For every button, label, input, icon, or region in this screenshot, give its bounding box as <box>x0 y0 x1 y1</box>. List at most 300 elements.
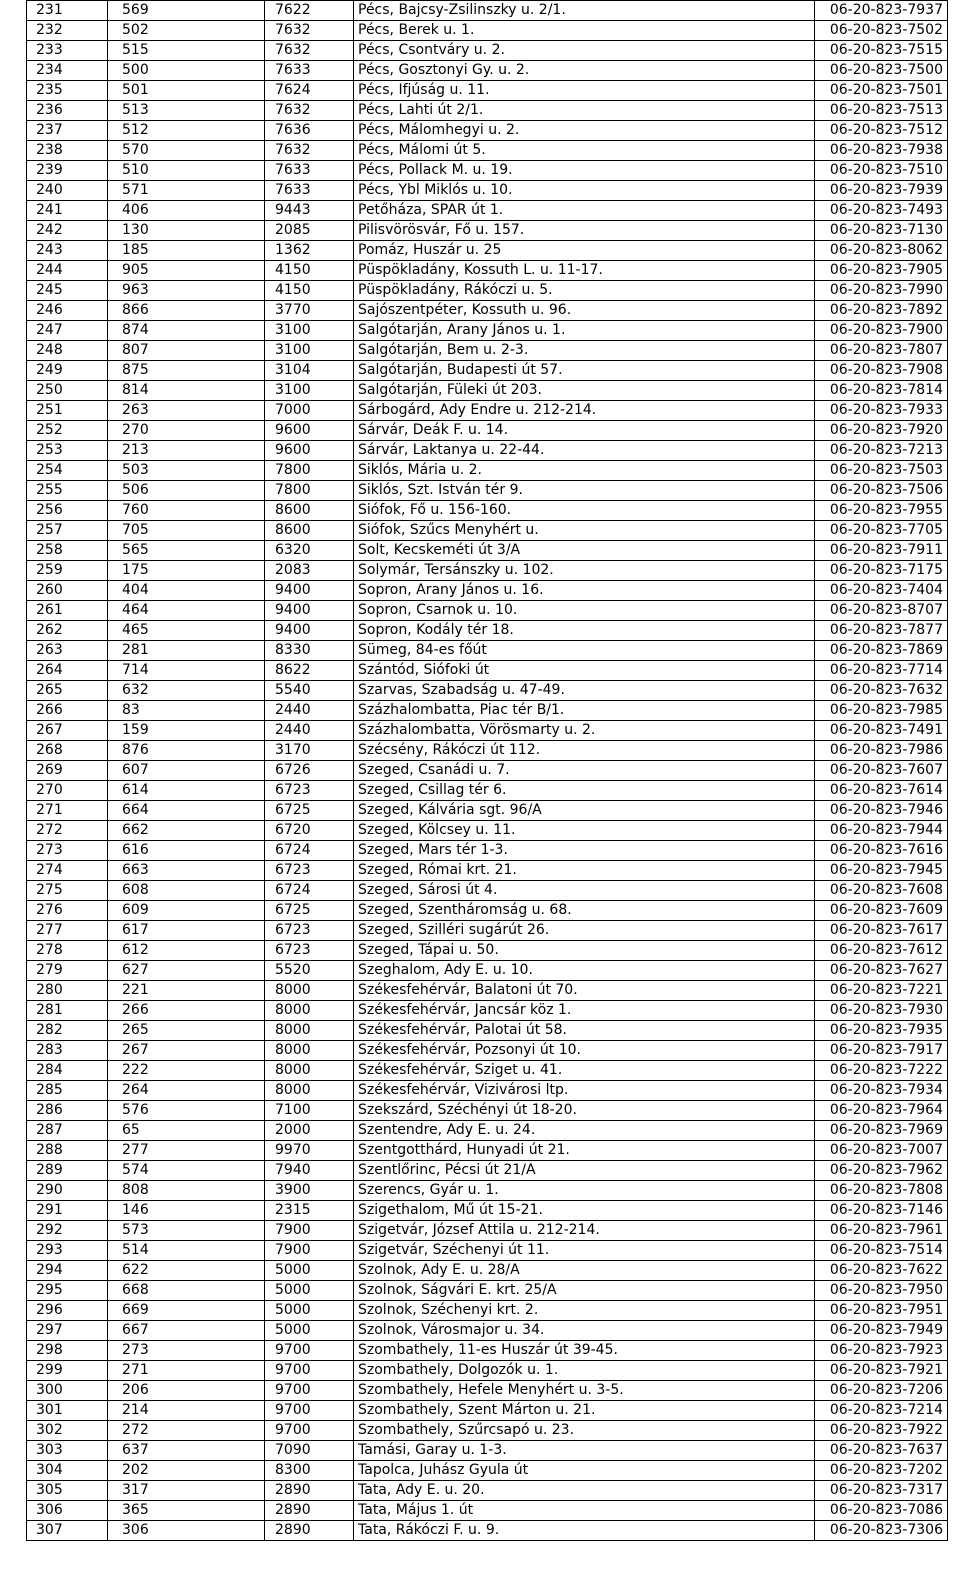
postal-code-cell: 7633 <box>265 181 354 201</box>
table-row <box>27 901 948 921</box>
postal-code-cell: 7800 <box>265 481 354 501</box>
table-row <box>27 1081 948 1101</box>
postal-code-cell: 7940 <box>265 1161 354 1181</box>
phone-cell: 06-20-823-7221 <box>815 981 948 1001</box>
phone-cell: 06-20-823-8062 <box>815 241 948 261</box>
table-row <box>27 1441 948 1461</box>
postal-code-cell: 9400 <box>265 621 354 641</box>
postal-code-cell: 6724 <box>265 881 354 901</box>
row-index-cell: 239 <box>27 161 108 181</box>
phone-cell: 06-20-823-7939 <box>815 181 948 201</box>
code-cell: 612 <box>108 941 265 961</box>
phone-cell: 06-20-823-7920 <box>815 421 948 441</box>
row-index-cell: 261 <box>27 601 108 621</box>
code-cell: 614 <box>108 781 265 801</box>
phone-cell: 06-20-823-7514 <box>815 1241 948 1261</box>
phone-cell: 06-20-823-7945 <box>815 861 948 881</box>
row-index-cell: 296 <box>27 1301 108 1321</box>
row-index-cell: 257 <box>27 521 108 541</box>
phone-cell: 06-20-823-7627 <box>815 961 948 981</box>
phone-cell: 06-20-823-7923 <box>815 1341 948 1361</box>
address-cell: Szeged, Tápai u. 50. <box>354 941 815 961</box>
postal-code-cell: 9600 <box>265 441 354 461</box>
row-index-cell: 246 <box>27 301 108 321</box>
postal-code-cell: 5000 <box>265 1321 354 1341</box>
row-index-cell: 289 <box>27 1161 108 1181</box>
phone-cell: 06-20-823-7214 <box>815 1401 948 1421</box>
table-row <box>27 201 948 221</box>
row-index-cell: 307 <box>27 1521 108 1541</box>
table-row <box>27 1221 948 1241</box>
address-cell: Szécsény, Rákóczi út 112. <box>354 741 815 761</box>
postal-code-cell: 7800 <box>265 461 354 481</box>
row-index-cell: 241 <box>27 201 108 221</box>
row-index-cell: 297 <box>27 1321 108 1341</box>
table-row <box>27 401 948 421</box>
code-cell: 616 <box>108 841 265 861</box>
address-cell: Püspökladány, Kossuth L. u. 11-17. <box>354 261 815 281</box>
address-cell: Szeged, Csillag tér 6. <box>354 781 815 801</box>
address-cell: Sárbogárd, Ady Endre u. 212-214. <box>354 401 815 421</box>
row-index-cell: 285 <box>27 1081 108 1101</box>
row-index-cell: 266 <box>27 701 108 721</box>
table-row <box>27 1281 948 1301</box>
postal-code-cell: 2085 <box>265 221 354 241</box>
postal-code-cell: 9600 <box>265 421 354 441</box>
code-cell: 513 <box>108 101 265 121</box>
table-row <box>27 861 948 881</box>
table-row <box>27 1341 948 1361</box>
postal-code-cell: 6724 <box>265 841 354 861</box>
phone-cell: 06-20-823-7222 <box>815 1061 948 1081</box>
postal-code-cell: 9400 <box>265 581 354 601</box>
table-row <box>27 801 948 821</box>
table-row <box>27 1161 948 1181</box>
phone-cell: 06-20-823-7900 <box>815 321 948 341</box>
postal-code-cell: 8000 <box>265 1041 354 1061</box>
phone-cell: 06-20-823-7637 <box>815 1441 948 1461</box>
postal-code-cell: 7633 <box>265 61 354 81</box>
table-row <box>27 961 948 981</box>
code-cell: 760 <box>108 501 265 521</box>
address-cell: Szigetvár, József Attila u. 212-214. <box>354 1221 815 1241</box>
row-index-cell: 248 <box>27 341 108 361</box>
postal-code-cell: 6725 <box>265 801 354 821</box>
phone-cell: 06-20-823-7921 <box>815 1361 948 1381</box>
postal-code-cell: 7632 <box>265 101 354 121</box>
phone-cell: 06-20-823-7933 <box>815 401 948 421</box>
postal-code-cell: 8000 <box>265 1021 354 1041</box>
row-index-cell: 291 <box>27 1201 108 1221</box>
phone-cell: 06-20-823-7930 <box>815 1001 948 1021</box>
address-cell: Petőháza, SPAR út 1. <box>354 201 815 221</box>
phone-cell: 06-20-823-7922 <box>815 1421 948 1441</box>
phone-cell: 06-20-823-7961 <box>815 1221 948 1241</box>
code-cell: 807 <box>108 341 265 361</box>
table-row <box>27 1141 948 1161</box>
phone-cell: 06-20-823-7935 <box>815 1021 948 1041</box>
address-cell: Szolnok, Ady E. u. 28/A <box>354 1261 815 1281</box>
postal-code-cell: 3170 <box>265 741 354 761</box>
postal-code-cell: 7900 <box>265 1221 354 1241</box>
table-row <box>27 1461 948 1481</box>
postal-code-cell: 6725 <box>265 901 354 921</box>
row-index-cell: 278 <box>27 941 108 961</box>
address-cell: Szentgotthárd, Hunyadi út 21. <box>354 1141 815 1161</box>
table-row <box>27 181 948 201</box>
code-cell: 876 <box>108 741 265 761</box>
table-row <box>27 421 948 441</box>
postal-code-cell: 3100 <box>265 381 354 401</box>
code-cell: 573 <box>108 1221 265 1241</box>
table-row <box>27 121 948 141</box>
address-cell: Sopron, Csarnok u. 10. <box>354 601 815 621</box>
phone-cell: 06-20-823-7807 <box>815 341 948 361</box>
postal-code-cell: 3104 <box>265 361 354 381</box>
code-cell: 406 <box>108 201 265 221</box>
postal-code-cell: 6726 <box>265 761 354 781</box>
table-row <box>27 601 948 621</box>
table-row <box>27 621 948 641</box>
code-cell: 500 <box>108 61 265 81</box>
code-cell: 569 <box>108 1 265 21</box>
row-index-cell: 282 <box>27 1021 108 1041</box>
row-index-cell: 255 <box>27 481 108 501</box>
phone-cell: 06-20-823-7317 <box>815 1481 948 1501</box>
code-cell: 875 <box>108 361 265 381</box>
address-cell: Szombathely, Szűrcsapó u. 23. <box>354 1421 815 1441</box>
postal-code-cell: 2890 <box>265 1481 354 1501</box>
row-index-cell: 260 <box>27 581 108 601</box>
address-cell: Sárvár, Deák F. u. 14. <box>354 421 815 441</box>
table-row <box>27 1261 948 1281</box>
row-index-cell: 290 <box>27 1181 108 1201</box>
postal-code-cell: 6723 <box>265 781 354 801</box>
phone-cell: 06-20-823-7501 <box>815 81 948 101</box>
table-row <box>27 1001 948 1021</box>
table-row <box>27 301 948 321</box>
phone-cell: 06-20-823-7814 <box>815 381 948 401</box>
row-index-cell: 294 <box>27 1261 108 1281</box>
table-row <box>27 1481 948 1501</box>
phone-cell: 06-20-823-7911 <box>815 541 948 561</box>
table-row <box>27 41 948 61</box>
row-index-cell: 250 <box>27 381 108 401</box>
code-cell: 510 <box>108 161 265 181</box>
address-cell: Pécs, Málomi út 5. <box>354 141 815 161</box>
row-index-cell: 269 <box>27 761 108 781</box>
phone-cell: 06-20-823-7146 <box>815 1201 948 1221</box>
row-index-cell: 232 <box>27 21 108 41</box>
address-cell: Salgótarján, Füleki út 203. <box>354 381 815 401</box>
row-index-cell: 243 <box>27 241 108 261</box>
code-cell: 175 <box>108 561 265 581</box>
postal-code-cell: 8622 <box>265 661 354 681</box>
table-row <box>27 461 948 481</box>
table-row <box>27 1321 948 1341</box>
code-cell: 609 <box>108 901 265 921</box>
phone-cell: 06-20-823-7986 <box>815 741 948 761</box>
postal-code-cell: 4150 <box>265 261 354 281</box>
postal-code-cell: 7900 <box>265 1241 354 1261</box>
phone-cell: 06-20-823-7503 <box>815 461 948 481</box>
address-cell: Szeged, Kálvária sgt. 96/A <box>354 801 815 821</box>
table-row <box>27 1381 948 1401</box>
code-cell: 622 <box>108 1261 265 1281</box>
row-index-cell: 259 <box>27 561 108 581</box>
phone-cell: 06-20-823-7955 <box>815 501 948 521</box>
code-cell: 317 <box>108 1481 265 1501</box>
postal-code-cell: 7090 <box>265 1441 354 1461</box>
code-cell: 627 <box>108 961 265 981</box>
address-cell: Püspökladány, Rákóczi u. 5. <box>354 281 815 301</box>
address-cell: Pécs, Bajcsy-Zsilinszky u. 2/1. <box>354 1 815 21</box>
table-row <box>27 81 948 101</box>
code-cell: 306 <box>108 1521 265 1541</box>
postal-code-cell: 6723 <box>265 921 354 941</box>
row-index-cell: 252 <box>27 421 108 441</box>
table-row <box>27 1421 948 1441</box>
phone-cell: 06-20-823-7985 <box>815 701 948 721</box>
code-cell: 506 <box>108 481 265 501</box>
postal-code-cell: 7622 <box>265 1 354 21</box>
address-cell: Százhalombatta, Piac tér B/1. <box>354 701 815 721</box>
code-cell: 465 <box>108 621 265 641</box>
address-cell: Tata, Ady E. u. 20. <box>354 1481 815 1501</box>
table-row <box>27 1401 948 1421</box>
table-row <box>27 261 948 281</box>
address-cell: Siklós, Mária u. 2. <box>354 461 815 481</box>
code-cell: 266 <box>108 1001 265 1021</box>
address-cell: Siófok, Fő u. 156-160. <box>354 501 815 521</box>
row-index-cell: 283 <box>27 1041 108 1061</box>
postal-code-cell: 3900 <box>265 1181 354 1201</box>
postal-code-cell: 5000 <box>265 1301 354 1321</box>
row-index-cell: 270 <box>27 781 108 801</box>
table-row <box>27 541 948 561</box>
row-index-cell: 238 <box>27 141 108 161</box>
row-index-cell: 306 <box>27 1501 108 1521</box>
code-cell: 271 <box>108 1361 265 1381</box>
code-cell: 222 <box>108 1061 265 1081</box>
address-cell: Siklós, Szt. István tér 9. <box>354 481 815 501</box>
row-index-cell: 302 <box>27 1421 108 1441</box>
row-index-cell: 286 <box>27 1101 108 1121</box>
code-cell: 221 <box>108 981 265 1001</box>
code-cell: 866 <box>108 301 265 321</box>
code-cell: 270 <box>108 421 265 441</box>
code-cell: 705 <box>108 521 265 541</box>
address-cell: Szarvas, Szabadság u. 47-49. <box>354 681 815 701</box>
address-cell: Pécs, Lahti út 2/1. <box>354 101 815 121</box>
table-row <box>27 821 948 841</box>
postal-code-cell: 9443 <box>265 201 354 221</box>
postal-code-cell: 3770 <box>265 301 354 321</box>
row-index-cell: 231 <box>27 1 108 21</box>
row-index-cell: 298 <box>27 1341 108 1361</box>
code-cell: 570 <box>108 141 265 161</box>
phone-cell: 06-20-823-7946 <box>815 801 948 821</box>
address-cell: Szentlőrinc, Pécsi út 21/A <box>354 1161 815 1181</box>
address-cell: Szolnok, Ságvári E. krt. 25/A <box>354 1281 815 1301</box>
table-row <box>27 241 948 261</box>
table-row <box>27 1021 948 1041</box>
table-row <box>27 841 948 861</box>
postal-code-cell: 7100 <box>265 1101 354 1121</box>
address-cell: Pécs, Pollack M. u. 19. <box>354 161 815 181</box>
table-row <box>27 1521 948 1541</box>
phone-cell: 06-20-823-7206 <box>815 1381 948 1401</box>
row-index-cell: 249 <box>27 361 108 381</box>
postal-code-cell: 3100 <box>265 341 354 361</box>
phone-cell: 06-20-823-7969 <box>815 1121 948 1141</box>
phone-cell: 06-20-823-7306 <box>815 1521 948 1541</box>
row-index-cell: 284 <box>27 1061 108 1081</box>
postal-code-cell: 8000 <box>265 1081 354 1101</box>
postal-code-cell: 5540 <box>265 681 354 701</box>
row-index-cell: 301 <box>27 1401 108 1421</box>
postal-code-cell: 8000 <box>265 1061 354 1081</box>
row-index-cell: 247 <box>27 321 108 341</box>
phone-cell: 06-20-823-7608 <box>815 881 948 901</box>
phone-cell: 06-20-823-8707 <box>815 601 948 621</box>
code-cell: 502 <box>108 21 265 41</box>
address-cell: Sárvár, Laktanya u. 22-44. <box>354 441 815 461</box>
phone-cell: 06-20-823-7512 <box>815 121 948 141</box>
row-index-cell: 287 <box>27 1121 108 1141</box>
code-cell: 159 <box>108 721 265 741</box>
postal-code-cell: 4150 <box>265 281 354 301</box>
phone-cell: 06-20-823-7506 <box>815 481 948 501</box>
row-index-cell: 300 <box>27 1381 108 1401</box>
phone-cell: 06-20-823-7714 <box>815 661 948 681</box>
row-index-cell: 265 <box>27 681 108 701</box>
postal-code-cell: 8600 <box>265 501 354 521</box>
address-cell: Székesfehérvár, Palotai út 58. <box>354 1021 815 1041</box>
postal-code-cell: 6723 <box>265 941 354 961</box>
address-cell: Százhalombatta, Vörösmarty u. 2. <box>354 721 815 741</box>
row-index-cell: 273 <box>27 841 108 861</box>
table-row <box>27 21 948 41</box>
row-index-cell: 271 <box>27 801 108 821</box>
table-row <box>27 561 948 581</box>
postal-code-cell: 9700 <box>265 1341 354 1361</box>
table-row <box>27 781 948 801</box>
table-row <box>27 281 948 301</box>
row-index-cell: 274 <box>27 861 108 881</box>
code-cell: 267 <box>108 1041 265 1061</box>
table-row <box>27 61 948 81</box>
address-cell: Szeged, Szentháromság u. 68. <box>354 901 815 921</box>
table-row <box>27 321 948 341</box>
row-index-cell: 251 <box>27 401 108 421</box>
row-index-cell: 305 <box>27 1481 108 1501</box>
table-row <box>27 221 948 241</box>
postal-code-cell: 9700 <box>265 1361 354 1381</box>
phone-cell: 06-20-823-7869 <box>815 641 948 661</box>
phone-cell: 06-20-823-7513 <box>815 101 948 121</box>
address-cell: Pécs, Ybl Miklós u. 10. <box>354 181 815 201</box>
row-index-cell: 295 <box>27 1281 108 1301</box>
row-index-cell: 245 <box>27 281 108 301</box>
phone-cell: 06-20-823-7607 <box>815 761 948 781</box>
code-cell: 365 <box>108 1501 265 1521</box>
phone-cell: 06-20-823-7705 <box>815 521 948 541</box>
table-row <box>27 981 948 1001</box>
table-row <box>27 641 948 661</box>
phone-cell: 06-20-823-7934 <box>815 1081 948 1101</box>
code-cell: 571 <box>108 181 265 201</box>
row-index-cell: 242 <box>27 221 108 241</box>
table-row <box>27 1121 948 1141</box>
address-cell: Szántód, Siófoki út <box>354 661 815 681</box>
postal-code-cell: 9400 <box>265 601 354 621</box>
address-cell: Sopron, Kodály tér 18. <box>354 621 815 641</box>
table-row <box>27 1201 948 1221</box>
address-cell: Székesfehérvár, Pozsonyi út 10. <box>354 1041 815 1061</box>
code-cell: 663 <box>108 861 265 881</box>
postal-code-cell: 2890 <box>265 1501 354 1521</box>
table-row <box>27 941 948 961</box>
code-cell: 206 <box>108 1381 265 1401</box>
address-cell: Szombathely, Hefele Menyhért u. 3-5. <box>354 1381 815 1401</box>
phone-cell: 06-20-823-7612 <box>815 941 948 961</box>
postal-code-cell: 7632 <box>265 21 354 41</box>
table-row <box>27 481 948 501</box>
row-index-cell: 275 <box>27 881 108 901</box>
table-row <box>27 361 948 381</box>
code-cell: 565 <box>108 541 265 561</box>
code-cell: 263 <box>108 401 265 421</box>
row-index-cell: 263 <box>27 641 108 661</box>
address-cell: Pécs, Málomhegyi u. 2. <box>354 121 815 141</box>
phone-cell: 06-20-823-7502 <box>815 21 948 41</box>
phone-cell: 06-20-823-7130 <box>815 221 948 241</box>
postal-code-cell: 1362 <box>265 241 354 261</box>
code-cell: 464 <box>108 601 265 621</box>
table-row <box>27 101 948 121</box>
phone-cell: 06-20-823-7175 <box>815 561 948 581</box>
table-row <box>27 681 948 701</box>
address-cell: Szeged, Csanádi u. 7. <box>354 761 815 781</box>
postal-code-cell: 9700 <box>265 1421 354 1441</box>
phone-cell: 06-20-823-7877 <box>815 621 948 641</box>
code-cell: 608 <box>108 881 265 901</box>
code-cell: 404 <box>108 581 265 601</box>
phone-cell: 06-20-823-7951 <box>815 1301 948 1321</box>
row-index-cell: 272 <box>27 821 108 841</box>
postal-code-cell: 5000 <box>265 1281 354 1301</box>
phone-cell: 06-20-823-7964 <box>815 1101 948 1121</box>
postal-code-cell: 7624 <box>265 81 354 101</box>
phone-cell: 06-20-823-7944 <box>815 821 948 841</box>
postal-code-cell: 2083 <box>265 561 354 581</box>
phone-cell: 06-20-823-7632 <box>815 681 948 701</box>
code-cell: 264 <box>108 1081 265 1101</box>
postal-code-cell: 8000 <box>265 1001 354 1021</box>
table-row <box>27 141 948 161</box>
code-cell: 515 <box>108 41 265 61</box>
phone-cell: 06-20-823-7491 <box>815 721 948 741</box>
code-cell: 576 <box>108 1101 265 1121</box>
row-index-cell: 279 <box>27 961 108 981</box>
code-cell: 668 <box>108 1281 265 1301</box>
row-index-cell: 237 <box>27 121 108 141</box>
phone-cell: 06-20-823-7202 <box>815 1461 948 1481</box>
row-index-cell: 276 <box>27 901 108 921</box>
table-row <box>27 1 948 21</box>
phone-cell: 06-20-823-7515 <box>815 41 948 61</box>
